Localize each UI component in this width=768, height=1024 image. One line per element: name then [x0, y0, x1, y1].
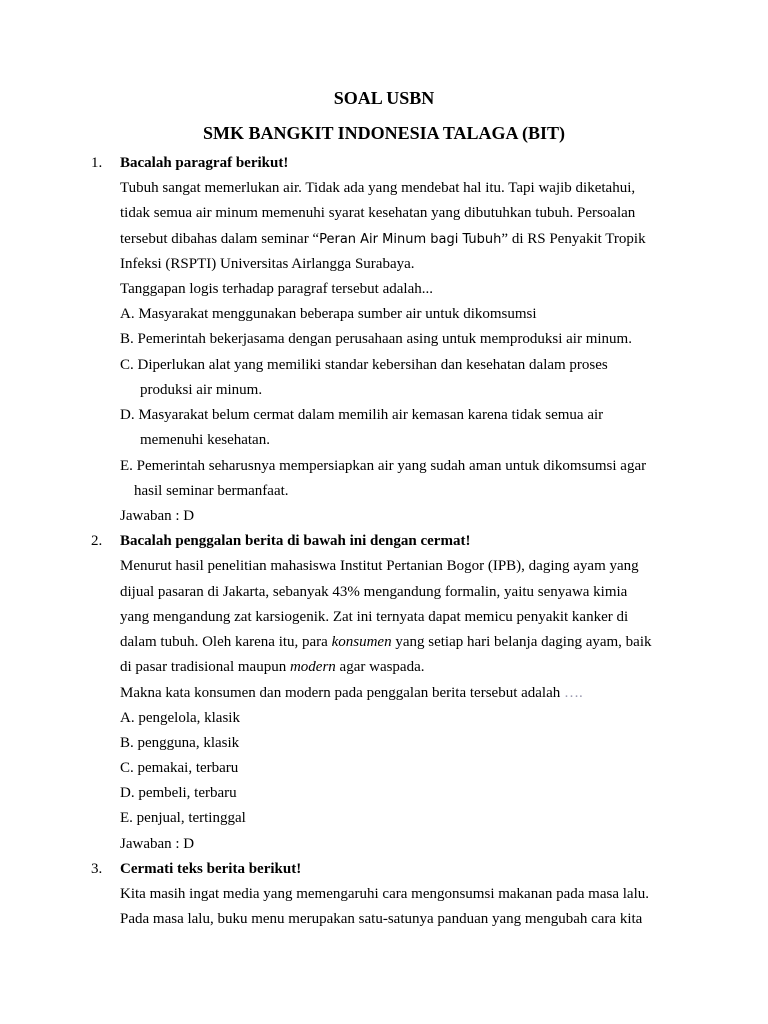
question-2-option-d: D. pembeli, terbaru [120, 785, 237, 801]
question-2-option-e: E. penjual, tertinggal [120, 810, 246, 826]
question-1-option-d: D. Masyarakat belum cermat dalam memilih air kemasan karena tidak semua air [120, 407, 604, 423]
school-name: SMK BANGKIT INDONESIA TALAGA (BIT) [202, 123, 566, 143]
passage-text: yang setiap hari belanja daging ayam, baik [391, 634, 652, 650]
passage-text: tersebut dibahas dalam seminar “ [120, 231, 320, 247]
passage-text: ” di RS Penyakit Tropik [501, 231, 646, 247]
question-3-passage-line: Kita masih ingat media yang memengaruhi cara mengonsumsi makanan pada masa lalu. [120, 886, 649, 902]
question-2-passage-line: dijual pasaran di Jakarta, sebanyak 43% mengandung formalin, yaitu senyawa kimia [120, 584, 628, 600]
question-2-answer: Jawaban : D [120, 836, 195, 852]
italic-term: modern [289, 659, 336, 675]
question-2-option-c: C. pemakai, terbaru [120, 760, 239, 776]
question-1-prompt: Tanggapan logis terhadap paragraf tersebut adalah... [120, 281, 433, 297]
passage-text: agar waspada. [335, 659, 425, 675]
question-2-passage-line: Menurut hasil penelitian mahasiswa Institut Pertanian Bogor (IPB), daging ayam yang [120, 558, 639, 574]
question-2-option-a: A. pengelola, klasik [120, 710, 240, 726]
question-1-passage-line: Infeksi (RSPTI) Universitas Airlangga Surabaya. [120, 256, 415, 272]
question-3-heading: Cermati teks berita berikut! [120, 861, 302, 877]
question-1-number: 1. [91, 155, 103, 171]
seminar-title: Peran Air Minum bagi Tubuh [319, 232, 502, 247]
question-1-passage-line: Tubuh sangat memerlukan air. Tidak ada yang mendebat hal itu. Tapi wajib diketahui, [120, 180, 636, 196]
passage-text: dalam tubuh. Oleh karena itu, para [120, 634, 332, 650]
question-2-number: 2. [91, 533, 103, 549]
document-title: SOAL USBN [333, 88, 435, 108]
question-1-option-c-continued: produksi air minum. [140, 382, 263, 398]
question-2-prompt [120, 684, 583, 702]
question-3-passage-line: Pada masa lalu, buku menu merupakan satu-satunya panduan yang mengubah cara kita [120, 911, 643, 927]
question-1-answer: Jawaban : D [120, 508, 195, 524]
question-1-option-d-continued: memenuhi kesehatan. [140, 432, 270, 448]
question-1-option-e: E. Pemerintah seharusnya mempersiapkan air yang sudah aman untuk dikomsumsi agar [120, 458, 647, 474]
question-2-passage-line [120, 633, 652, 651]
question-3-number: 3. [91, 861, 103, 877]
question-2-option-b: B. pengguna, klasik [120, 735, 240, 751]
question-1-passage-line [120, 230, 646, 249]
question-1-option-e-continued: hasil seminar bermanfaat. [134, 483, 289, 499]
italic-term: konsumen [331, 634, 392, 650]
passage-text: di pasar tradisional maupun [120, 659, 290, 675]
prompt-text: Makna kata konsumen dan modern pada penggalan berita tersebut adalah [120, 685, 565, 701]
question-2-passage-line: yang mengandung zat karsiogenik. Zat ini ternyata dapat memicu penyakit kanker di [120, 609, 629, 625]
prompt-ellipsis: …. [564, 685, 583, 701]
question-2-passage-line [120, 658, 425, 676]
question-1-option-b: B. Pemerintah bekerjasama dengan perusahaan asing untuk memproduksi air minum. [120, 331, 632, 347]
question-1-option-a: A. Masyarakat menggunakan beberapa sumber air untuk dikomsumsi [120, 306, 537, 322]
question-1-heading: Bacalah paragraf berikut! [120, 155, 289, 171]
question-1-option-c: C. Diperlukan alat yang memiliki standar kebersihan dan kesehatan dalam proses [120, 357, 608, 373]
question-1-passage-line: tidak semua air minum memenuhi syarat kesehatan yang dibutuhkan tubuh. Persoalan [120, 205, 636, 221]
question-2-heading: Bacalah penggalan berita di bawah ini dengan cermat! [120, 533, 471, 549]
